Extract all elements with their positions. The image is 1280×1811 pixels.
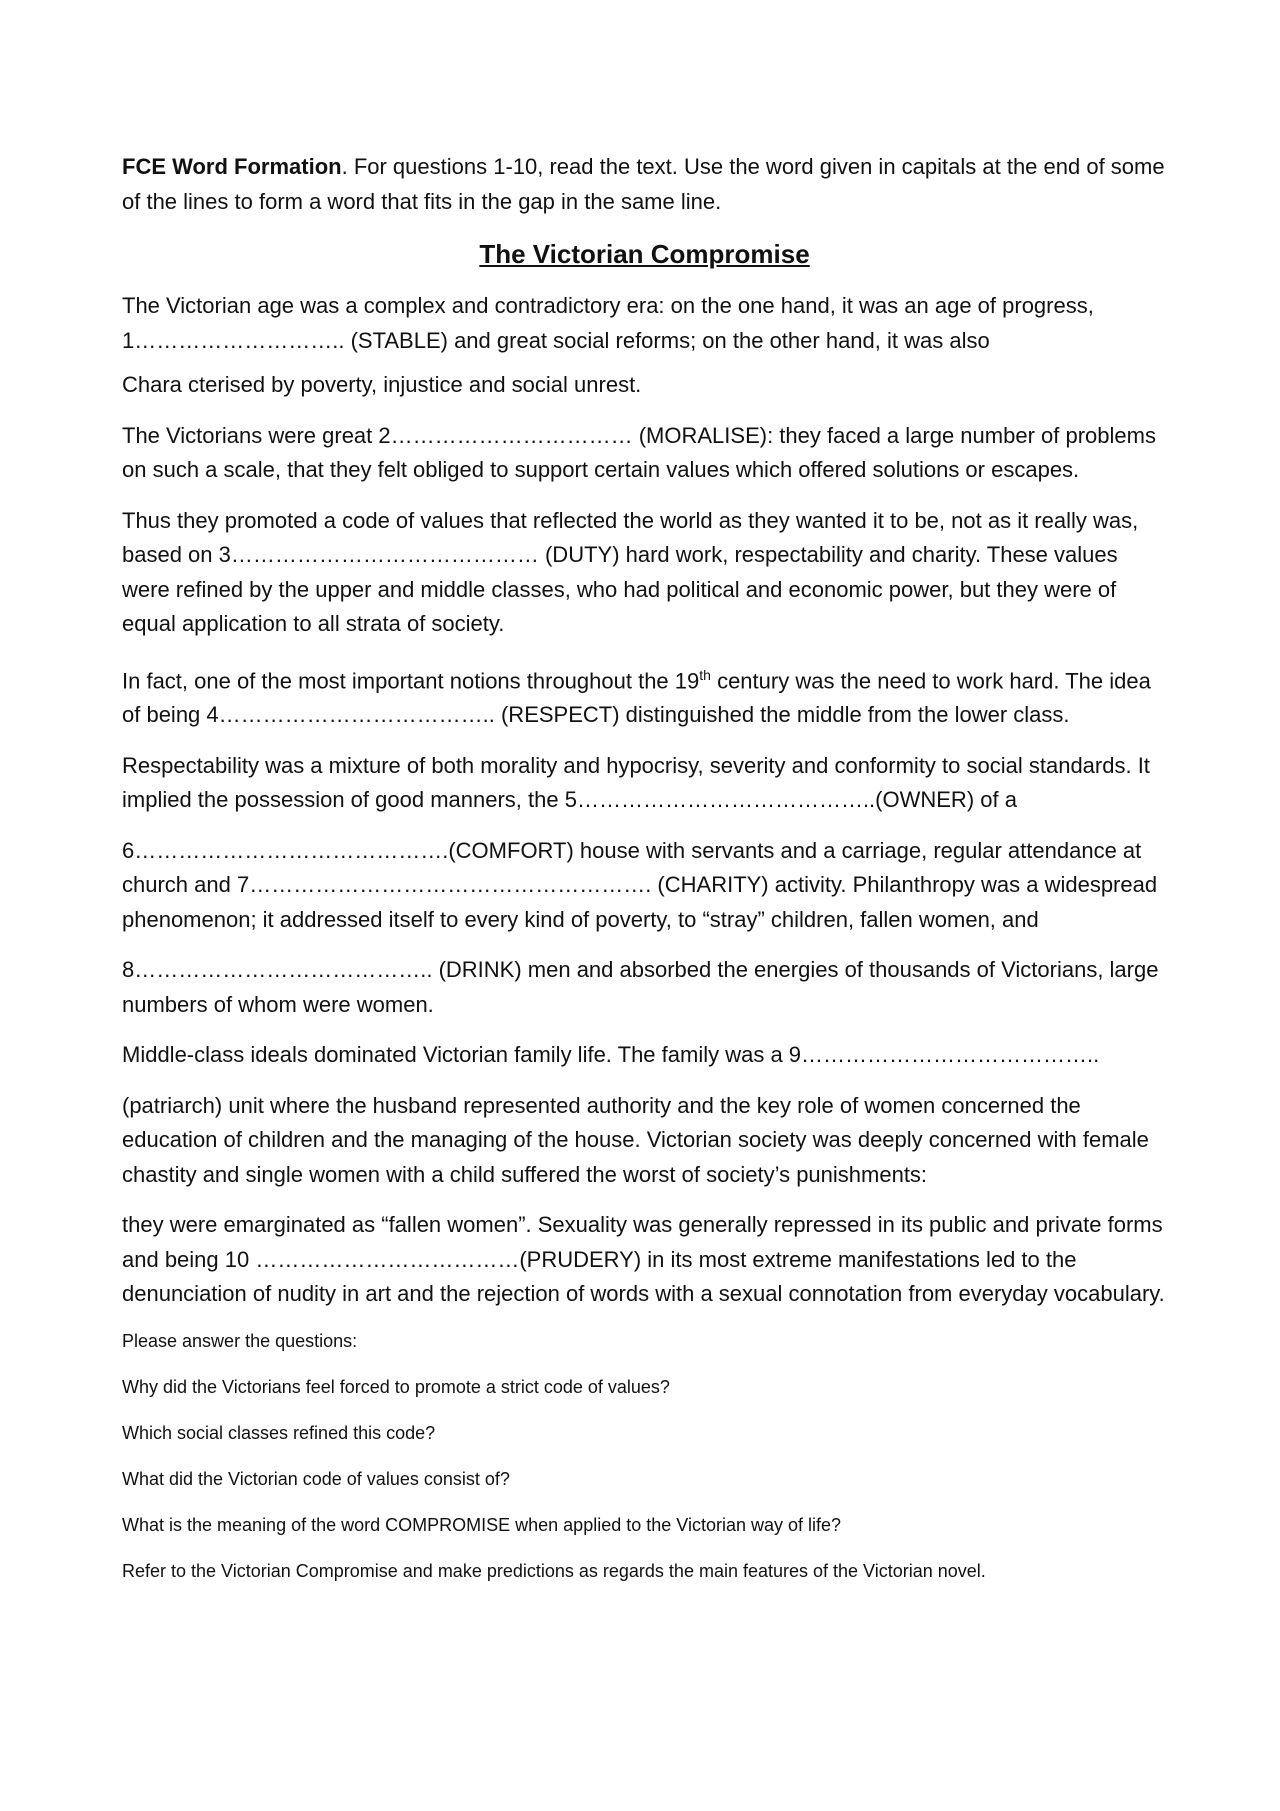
instructions-text: . For questions 1-10, read the text. Use the word given in capitals at the end of some of the lines to form a word that fits in the gap in the same line. bbox=[122, 154, 1165, 214]
instructions bbox=[122, 150, 1167, 219]
paragraph-11: they were emarginated as “fallen women”. Sexuality was generally repressed in its public and private forms and being 10 ………………………………(PRUDERY) in its most extreme manifestations led to the denunciation of nudity in art and the rejection of words with a sexual connotation from everyday vocabulary. bbox=[122, 1212, 1165, 1307]
question-4: What is the meaning of the word COMPROMISE when applied to the Victorian way of life? bbox=[122, 1514, 842, 1535]
paragraph-5-after: century was the need to work hard. The idea of being 4……………………………….. (RESPECT) distinguished the middle from the lower class. bbox=[122, 667, 1151, 728]
question-5: Refer to the Victorian Compromise and make predictions as regards the main features of the Victorian novel. bbox=[122, 1560, 986, 1581]
question-2: Which social classes refined this code? bbox=[122, 1422, 436, 1443]
paragraph-3: The Victorians were great 2…………………………… (MORALISE): they faced a large number of problems on such a scale, that they felt obliged to support certain values which offered solutions or escapes. bbox=[122, 422, 1156, 482]
paragraph-5-before: In fact, one of the most important notions throughout the 19 bbox=[122, 667, 700, 693]
document-content bbox=[122, 150, 1167, 1604]
questions-heading: Please answer the questions: bbox=[122, 1330, 358, 1351]
paragraph-6: Respectability was a mixture of both morality and hypocrisy, severity and conformity to social standards. It implied the possession of good manners, the 5…………………………………..(OWNER) of a bbox=[122, 752, 1150, 813]
paragraph-8: 8………………………………….. (DRINK) men and absorbed the energies of thousands of Victorians, large numbers of whom were women. bbox=[122, 957, 1159, 1017]
question-1: Why did the Victorians feel forced to promote a strict code of values? bbox=[122, 1376, 670, 1397]
paragraph-10: (patriarch) unit where the husband represented authority and the key role of women concerned the education of children and the managing of the house. Victorian society was deeply concerned with female chastity and single women with a child suffered the worst of society’s punishments: bbox=[122, 1092, 1149, 1187]
superscript-th: th bbox=[699, 666, 711, 683]
paragraph-2: Chara cterised by poverty, injustice and social unrest. bbox=[122, 372, 642, 397]
paragraph-1: The Victorian age was a complex and contradictory era: on the one hand, it was an age of progress, 1……………………….. (STABLE) and great social reforms; on the other hand, it was also bbox=[122, 293, 1094, 353]
paragraph-9: Middle-class ideals dominated Victorian family life. The family was a 9………………………………….. bbox=[122, 1042, 1100, 1068]
paragraph-4: Thus they promoted a code of values that reflected the world as they wanted it to be, not as it really was, based on 3…………………………………… (DUTY) hard work, respectability and charity. These values were refined by the upper and middle classes, who had political and economic power, but they were of equal application to all strata of society. bbox=[122, 507, 1139, 636]
instructions-label: FCE Word Formation bbox=[122, 154, 342, 179]
paragraph-5 bbox=[122, 658, 1167, 733]
paragraph-7: 6…………………………………….(COMFORT) house with servants and a carriage, regular attendance at church and 7………………………………………………. (CHARITY) activity. Philanthropy was a widespread phenomenon; it addressed itself to every kind of poverty, to “stray” children, fallen women, and bbox=[122, 837, 1158, 932]
page-title: The Victorian Compromise bbox=[479, 239, 810, 269]
question-3: What did the Victorian code of values consist of? bbox=[122, 1468, 510, 1489]
